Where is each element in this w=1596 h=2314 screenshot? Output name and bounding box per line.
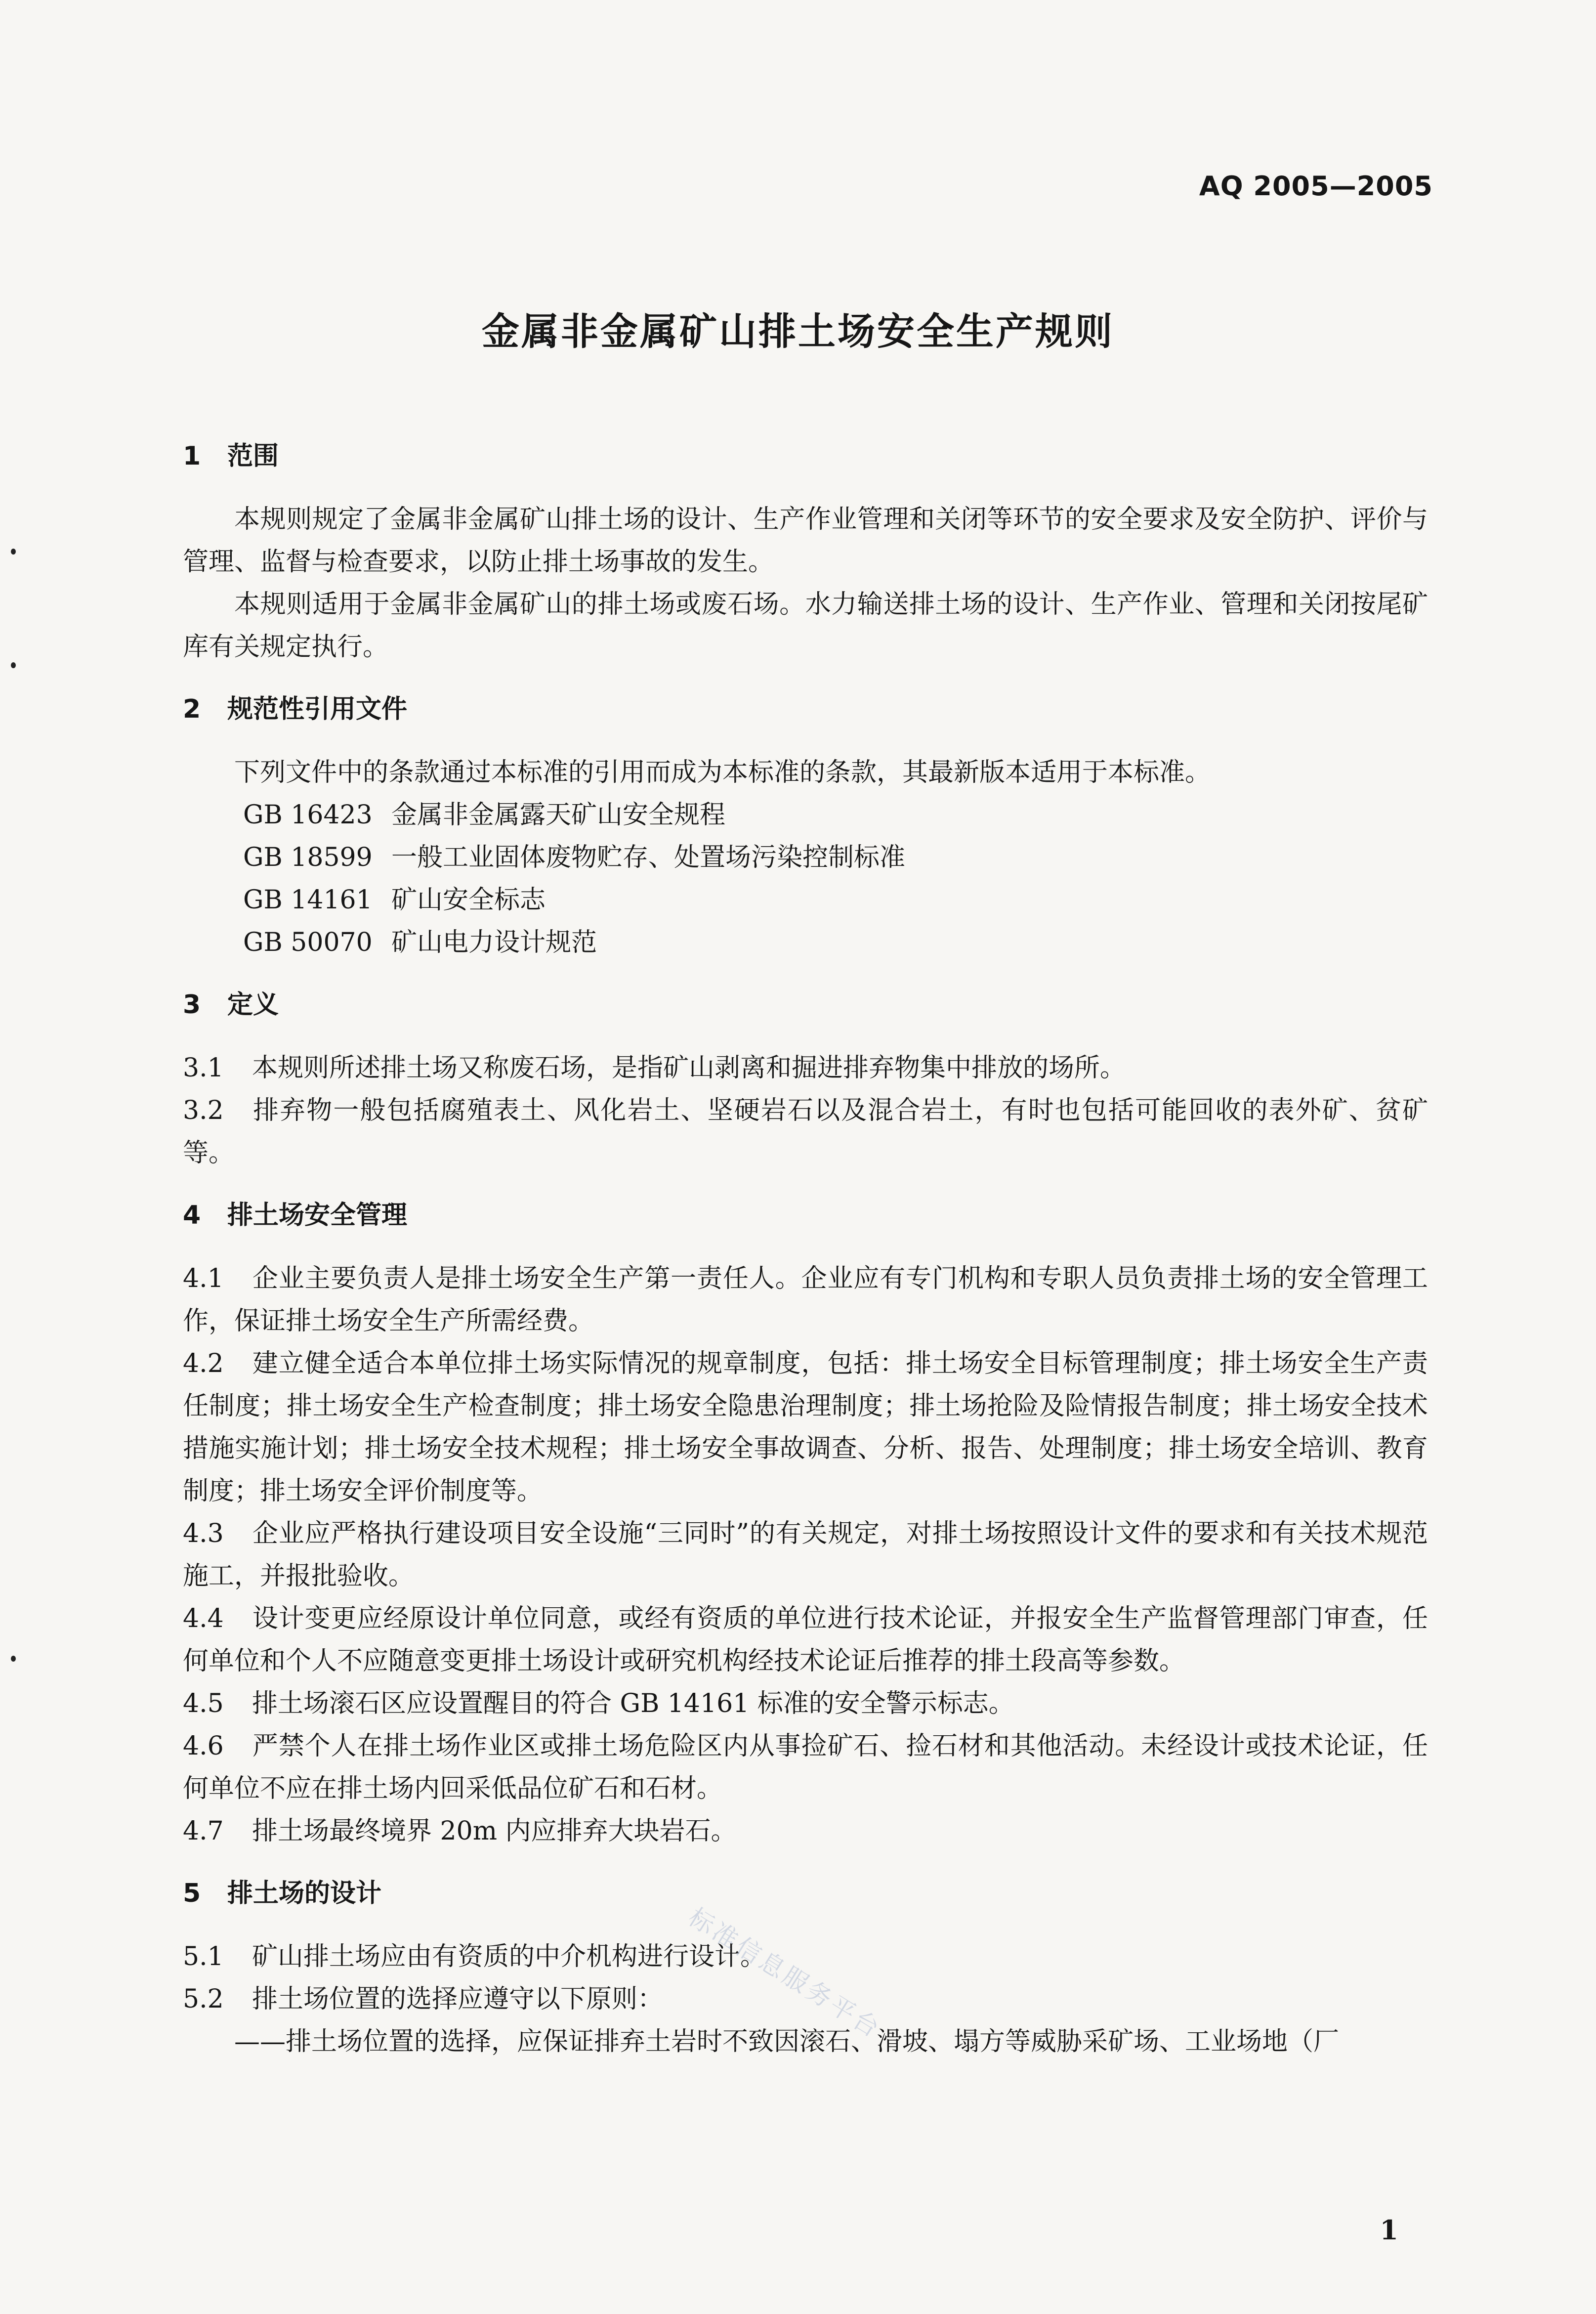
reference-item (243, 879, 1428, 921)
document-code: AQ 2005—2005 (1199, 171, 1433, 202)
clause-text: 排弃物一般包括腐殖表土、风化岩土、坚硬岩石以及混合岩土，有时也包括可能回收的表外矿、贫矿等。 (183, 1096, 1428, 1168)
clause (183, 1512, 1428, 1597)
clause (183, 1047, 1428, 1089)
section-number: 2 (183, 694, 201, 724)
reference-code: GB 18599 (243, 843, 373, 872)
paragraph: 下列文件中的条款通过本标准的引用而成为本标准的条款，其最新版本适用于本标准。 (234, 758, 1211, 787)
section-number: 1 (183, 441, 201, 471)
clause-number: 4.4 (183, 1604, 224, 1633)
clause-number: 5.1 (183, 1942, 224, 1971)
clause-number: 4.3 (183, 1519, 224, 1548)
clause-text: 排土场滚石区应设置醒目的符合 GB 14161 标准的安全警示标志。 (252, 1689, 1014, 1718)
clause (183, 1597, 1428, 1682)
reference-name: 一般工业固体废物贮存、处置场污染控制标准 (391, 843, 906, 872)
dash-list-item: ——排土场位置的选择，应保证排弃土岩时不致因滚石、滑坡、塌方等威胁采矿场、工业场地（厂 (234, 2027, 1340, 2057)
clause-number: 4.7 (183, 1816, 224, 1846)
document-title: 金属非金属矿山排土场安全生产规则 (482, 309, 1114, 353)
clause (183, 1089, 1428, 1174)
scan-speck (11, 549, 16, 555)
reference-name: 矿山电力设计规范 (391, 928, 597, 957)
clause-text: 企业主要负责人是排土场安全生产第一责任人。企业应有专门机构和专职人员负责排土场的安全管理工作，保证排土场安全生产所需经费。 (183, 1264, 1428, 1336)
reference-item (243, 794, 1428, 836)
clause-text: 排土场最终境界 20m 内应排弃大块岩石。 (252, 1816, 737, 1846)
reference-item (243, 836, 1428, 879)
section-title: 规范性引用文件 (227, 694, 408, 724)
watermark: 标准信息服务平台 (683, 1902, 887, 2044)
section-heading-4 (183, 1194, 1428, 1237)
clause-text: 矿山排土场应由有资质的中介机构进行设计。 (252, 1942, 766, 1971)
clause-text: 企业应严格执行建设项目安全设施“三同时”的有关规定，对排土场按照设计文件的要求和有关技术规范施工，并报批验收。 (183, 1519, 1428, 1591)
clause-number: 4.1 (183, 1264, 224, 1293)
clause (183, 1342, 1428, 1512)
section-title: 排土场安全管理 (227, 1200, 408, 1230)
section-number: 3 (183, 990, 201, 1020)
clause-text: 严禁个人在排土场作业区或排土场危险区内从事捡矿石、捡石材和其他活动。未经设计或技术论证，任何单位不应在排土场内回采低品位矿石和石材。 (183, 1731, 1428, 1803)
clause-number: 4.5 (183, 1689, 224, 1718)
clause (183, 1725, 1428, 1810)
section-number: 4 (183, 1200, 201, 1230)
reference-code: GB 16423 (243, 800, 373, 830)
paragraph: 本规则适用于金属非金属矿山的排土场或废石场。水力输送排土场的设计、生产作业、管理和关闭按尾矿库有关规定执行。 (183, 590, 1428, 662)
clause-text: 设计变更应经原设计单位同意，或经有资质的单位进行技术论证，并报安全生产监督管理部门审查，任何单位和个人不应随意变更排土场设计或研究机构经技术论证后推荐的排土段高等参数。 (183, 1604, 1428, 1676)
clause-text: 排土场位置的选择应遵守以下原则： (252, 1984, 664, 2014)
clause-number: 5.2 (183, 1984, 224, 2014)
scan-speck (11, 1656, 16, 1662)
section-heading-2 (183, 688, 1428, 730)
reference-name: 矿山安全标志 (391, 885, 546, 915)
section-heading-1 (183, 435, 1428, 477)
reference-code: GB 50070 (243, 928, 373, 957)
clause-number: 4.2 (183, 1349, 224, 1378)
clause-text: 建立健全适合本单位排土场实际情况的规章制度，包括：排土场安全目标管理制度；排土场安全生产责任制度；排土场安全生产检查制度；排土场安全隐患治理制度；排土场抢险及险情报告制度；排土场安全技术措施实施计划；排土场安全技术规程；排土场安全事故调查、分析、报告、处理制度；排土场安全培训、教育制度；排土场安全评价制度等。 (183, 1349, 1428, 1506)
reference-code: GB 14161 (243, 885, 373, 915)
clause (183, 1810, 1428, 1852)
section-title: 定义 (227, 990, 279, 1020)
reference-item (243, 921, 1428, 964)
page-number: 1 (1380, 2214, 1398, 2246)
section-heading-5 (183, 1872, 1428, 1915)
section-title: 排土场的设计 (227, 1879, 382, 1908)
document-body (183, 435, 1428, 2063)
section-title: 范围 (227, 441, 279, 471)
section-heading-3 (183, 984, 1428, 1026)
section-number: 5 (183, 1879, 201, 1908)
paragraph: 本规则规定了金属非金属矿山排土场的设计、生产作业管理和关闭等环节的安全要求及安全防护、评价与管理、监督与检查要求，以防止排土场事故的发生。 (183, 505, 1428, 577)
reference-name: 金属非金属露天矿山安全规程 (391, 800, 726, 830)
scan-speck (11, 662, 16, 668)
clause (183, 1257, 1428, 1342)
clause-number: 3.1 (183, 1053, 224, 1083)
clause (183, 1682, 1428, 1725)
clause-number: 3.2 (183, 1096, 224, 1125)
clause-number: 4.6 (183, 1731, 224, 1761)
clause-text: 本规则所述排土场又称废石场，是指矿山剥离和掘进排弃物集中排放的场所。 (252, 1053, 1126, 1083)
